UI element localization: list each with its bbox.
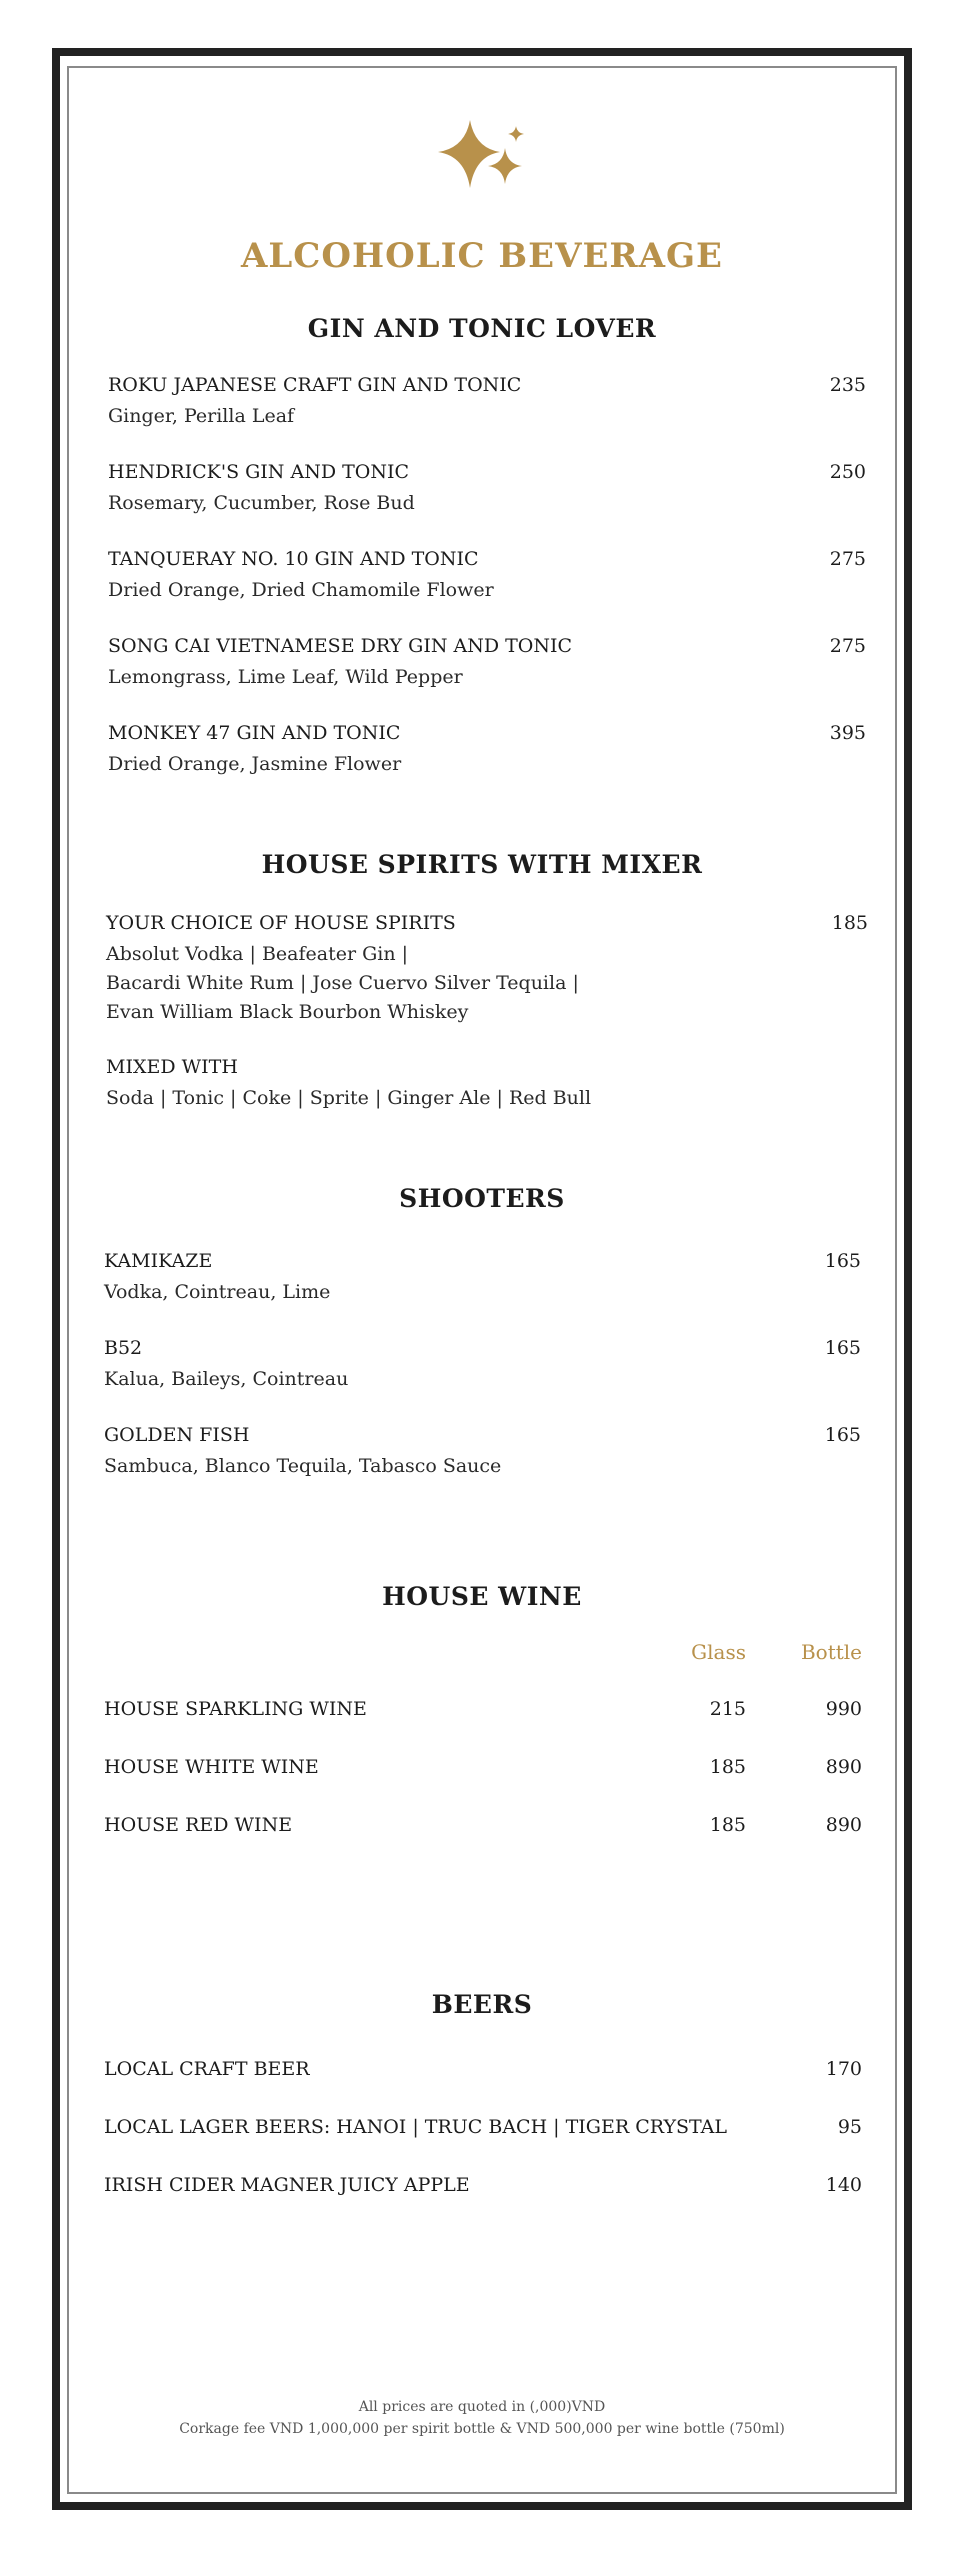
menu-item-description: Vodka, Cointreau, Lime (104, 1281, 331, 1303)
menu-item-price: 165 (824, 1424, 861, 1446)
menu-item-price: 165 (824, 1250, 861, 1272)
menu-item-name: LOCAL LAGER BEERS: HANOI | TRUC BACH | TIGER CRYSTAL (104, 2116, 727, 2138)
menu-item-description: Rosemary, Cucumber, Rose Bud (108, 492, 415, 514)
menu-item-price-glass: 215 (709, 1698, 746, 1720)
menu-item-description: Absolut Vodka | Beafeater Gin | (106, 943, 409, 965)
menu-item-price: 275 (829, 635, 866, 657)
section-heading-shooters: SHOOTERS (399, 1184, 565, 1213)
menu-item-description: Bacardi White Rum | Jose Cuervo Silver Tequila | (106, 972, 579, 994)
section-heading-beers: BEERS (431, 1990, 533, 2019)
column-header-bottle: Bottle (800, 1640, 862, 1664)
menu-item-name: ROKU JAPANESE CRAFT GIN AND TONIC (108, 374, 522, 396)
menu-item-price: 235 (829, 374, 866, 396)
menu-item-name: LOCAL CRAFT BEER (104, 2058, 310, 2080)
menu-item-name: HENDRICK'S GIN AND TONIC (108, 461, 410, 483)
menu-item-name: IRISH CIDER MAGNER JUICY APPLE (104, 2174, 470, 2196)
section-heading-wine: HOUSE WINE (382, 1582, 582, 1611)
footer-corkage-note: Corkage fee VND 1,000,000 per spirit bottle & VND 500,000 per wine bottle (750ml) (179, 2421, 785, 2437)
menu-item-description: Lemongrass, Lime Leaf, Wild Pepper (108, 666, 463, 688)
menu-item-name: SONG CAI VIETNAMESE DRY GIN AND TONIC (108, 635, 573, 657)
menu-item-price: 140 (825, 2174, 862, 2196)
menu-item-name: B52 (104, 1337, 143, 1359)
menu-item-price-bottle: 990 (825, 1698, 862, 1720)
menu-item-name: HOUSE RED WINE (104, 1814, 293, 1836)
menu-item-name: HOUSE WHITE WINE (104, 1756, 319, 1778)
column-header-glass: Glass (691, 1640, 746, 1664)
sparkle-stars-icon (430, 118, 534, 192)
section-heading-gin: GIN AND TONIC LOVER (307, 314, 657, 343)
menu-item-name: GOLDEN FISH (104, 1424, 250, 1446)
menu-item-price-bottle: 890 (825, 1814, 862, 1836)
menu-item-description: Ginger, Perilla Leaf (108, 405, 295, 427)
menu-item-name: HOUSE SPARKLING WINE (104, 1698, 367, 1720)
menu-item-name: YOUR CHOICE OF HOUSE SPIRITS (106, 912, 456, 934)
footer-price-note: All prices are quoted in (,000)VND (358, 2399, 606, 2415)
menu-item-description: Soda | Tonic | Coke | Sprite | Ginger Ale | Red Bull (106, 1087, 592, 1109)
menu-item-name: TANQUERAY NO. 10 GIN AND TONIC (108, 548, 479, 570)
menu-item-price: 170 (825, 2058, 862, 2080)
menu-item-price: 95 (837, 2116, 862, 2138)
menu-item-name: MONKEY 47 GIN AND TONIC (108, 722, 401, 744)
menu-item-description: Dried Orange, Dried Chamomile Flower (108, 579, 494, 601)
menu-item-price-glass: 185 (709, 1814, 746, 1836)
menu-item-description: Sambuca, Blanco Tequila, Tabasco Sauce (104, 1455, 502, 1477)
menu-item-description: Dried Orange, Jasmine Flower (108, 753, 402, 775)
menu-item-description: Evan William Black Bourbon Whiskey (106, 1001, 469, 1023)
menu-item-price: 165 (824, 1337, 861, 1359)
menu-item-name: KAMIKAZE (104, 1250, 213, 1272)
menu-item-price-bottle: 890 (825, 1756, 862, 1778)
menu-item-price: 185 (831, 912, 868, 934)
menu-item-price: 275 (829, 548, 866, 570)
menu-item-name: MIXED WITH (106, 1056, 238, 1078)
menu-item-description: Kalua, Baileys, Cointreau (104, 1368, 349, 1390)
menu-item-price: 395 (829, 722, 866, 744)
section-heading-spirits: HOUSE SPIRITS WITH MIXER (261, 850, 703, 879)
menu-title: ALCOHOLIC BEVERAGE (241, 236, 723, 276)
menu-item-price: 250 (829, 461, 866, 483)
menu-item-price-glass: 185 (709, 1756, 746, 1778)
